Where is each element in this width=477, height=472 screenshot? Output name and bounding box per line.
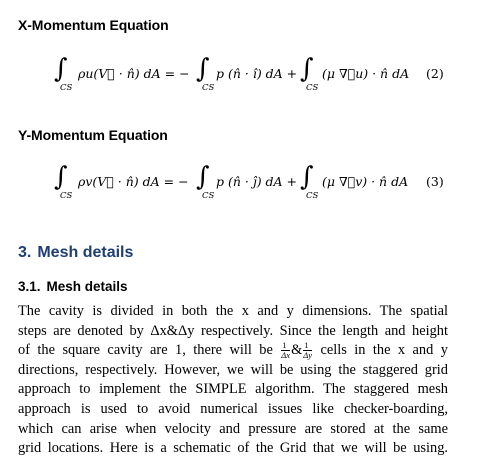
subsection-title: Mesh details xyxy=(46,279,128,294)
fraction-one-over-dy: $\frac{1}{\Delta y}$ xyxy=(303,340,313,361)
equation-viscous-term: (μ ∇⃗v) · n̂ dA xyxy=(322,174,409,189)
x-momentum-heading: X-Momentum Equation xyxy=(18,17,169,33)
equation-number: (3) xyxy=(426,174,444,189)
equation-pressure-term: p (n̂ · ĵ) dA + xyxy=(216,174,298,189)
equation-pressure-term: p (n̂ · î) dA + xyxy=(216,66,298,81)
integral-subscript: CS xyxy=(306,83,319,93)
paragraph-line: approach is used to avoid numerical issues like checker-boarding, xyxy=(18,400,448,417)
integral-subscript: CS xyxy=(202,191,215,201)
equation-number: (2) xyxy=(426,66,444,81)
integral-sign: ∫ xyxy=(54,162,68,192)
subsection-number: 3.1. xyxy=(18,279,41,294)
section-title: Mesh details xyxy=(37,244,134,261)
y-momentum-equation xyxy=(46,164,446,204)
x-momentum-equation xyxy=(46,56,446,96)
fraction-one-over-dx: $\frac{1}{\Delta x}$ xyxy=(281,340,291,361)
integral-subscript: CS xyxy=(202,83,215,93)
subsection-heading xyxy=(18,279,134,294)
paragraph-text: cells in the x and y xyxy=(320,342,448,359)
equation-viscous-term: (μ ∇⃗u) · n̂ dA xyxy=(322,66,410,81)
paragraph-line: steps are denoted by Δx&Δy respectively. Since the length and height xyxy=(18,322,448,339)
paragraph-line: The cavity is divided in both the x and y dimensions. The spatial xyxy=(18,303,448,319)
paragraph-line: approach to implement the SIMPLE algorithm. The staggered mesh xyxy=(18,381,448,398)
integral-subscript: CS xyxy=(60,191,73,201)
paragraph-line: grid locations. Here is a schematic of the Grid that we will be using. xyxy=(18,440,448,457)
integral-sign: ∫ xyxy=(54,54,68,84)
paragraph-text: of the square cavity are 1, there will be xyxy=(18,342,273,359)
equation-lhs: ρu(V⃗ · n̂) dA = − xyxy=(78,66,190,81)
integral-sign: ∫ xyxy=(300,162,314,192)
integral-sign: ∫ xyxy=(300,54,314,84)
section-heading xyxy=(18,244,139,262)
paragraph-line xyxy=(18,341,448,361)
equation-lhs: ρv(V⃗ · n̂) dA = − xyxy=(78,174,189,189)
ampersand: & xyxy=(291,342,303,359)
integral-subscript: CS xyxy=(60,83,73,93)
y-momentum-heading: Y-Momentum Equation xyxy=(18,127,168,143)
integral-sign: ∫ xyxy=(196,162,210,192)
paragraph-line: which can arise when velocity and pressure are stored at the same xyxy=(18,420,448,437)
integral-sign: ∫ xyxy=(196,54,210,84)
integral-subscript: CS xyxy=(306,191,319,201)
section-number: 3. xyxy=(18,244,32,261)
body-paragraph xyxy=(18,302,448,459)
paragraph-line: directions, respectively. However, we will be using the staggered grid xyxy=(18,361,448,378)
